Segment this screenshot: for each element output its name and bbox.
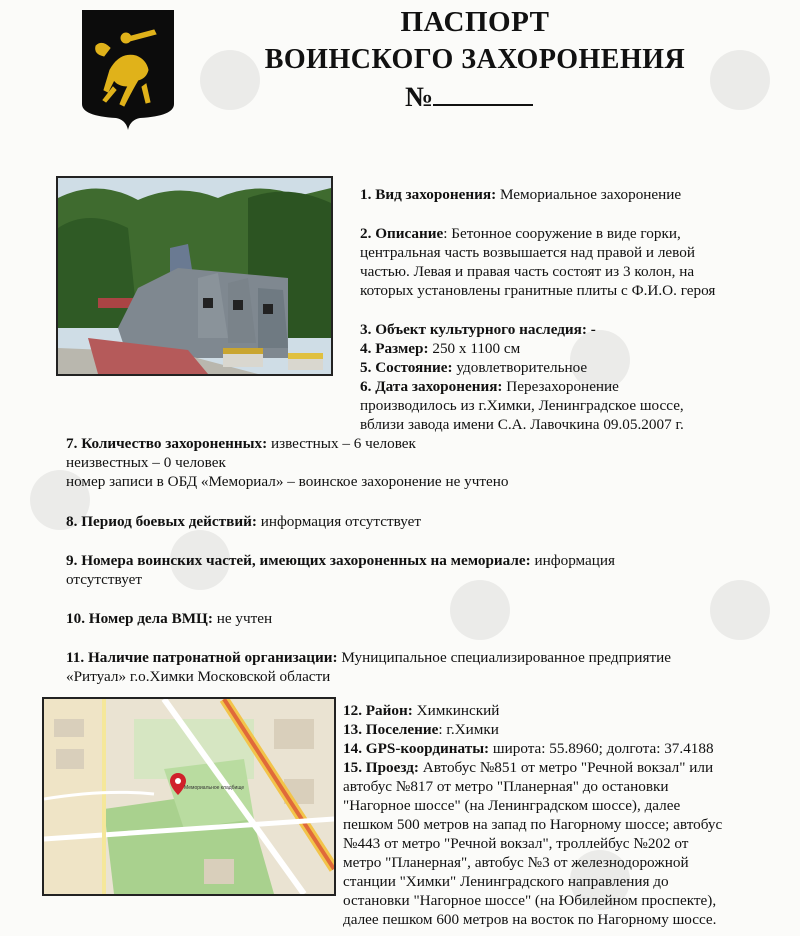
item-4 <box>360 339 520 358</box>
number-blank <box>433 82 533 106</box>
item-2-line-2: центральная часть возвышается над правой и левой <box>360 244 695 261</box>
item-15-line-4: пешком 500 метров на запад по Нагорному шоссе; автобус <box>343 816 723 833</box>
item-4-label: 4. Размер: <box>360 340 429 357</box>
item-8 <box>66 512 421 531</box>
item-3 <box>360 320 596 339</box>
item-11 <box>66 648 671 686</box>
burial-number <box>405 82 533 114</box>
item-14-label: 14. GPS-координаты: <box>343 740 490 757</box>
item-11-line-1: Муниципальное специализированное предприятие <box>337 649 671 666</box>
item-14 <box>343 739 714 758</box>
item-2-line-3: частью. Левая и правая часть состоят из 3 колон, на <box>360 263 695 280</box>
item-7-line-1: известных – 6 человек <box>267 435 416 452</box>
item-5-label: 5. Состояние: <box>360 359 453 376</box>
location-map <box>42 697 336 896</box>
memorial-photo-icon <box>58 178 331 374</box>
item-6 <box>360 377 684 434</box>
item-14-value: широта: 55.8960; долгота: 37.4188 <box>489 740 714 757</box>
item-5-value: удовлетворительное <box>452 359 588 376</box>
item-15 <box>343 758 783 929</box>
item-11-label: 11. Наличие патронатной организации: <box>66 649 338 666</box>
item-6-line-1: Перезахоронение <box>502 378 619 395</box>
map-pin-label: Мемориальное кладбище <box>184 785 245 791</box>
item-9-label: 9. Номера воинских частей, имеющих захороненных на мемориале: <box>66 552 531 569</box>
item-8-label: 8. Период боевых действий: <box>66 513 257 530</box>
item-1 <box>360 185 681 204</box>
item-9-line-1: информация <box>530 552 616 569</box>
item-15-line-3: "Нагорное шоссе" (на Ленинградском шоссе), далее <box>343 797 681 814</box>
item-9 <box>66 551 615 589</box>
item-12-value: Химкинский <box>412 702 500 719</box>
location-map-icon <box>44 699 334 894</box>
item-15-line-9: далее пешком 600 метров на восток по Нагорному шоссе. <box>343 911 717 928</box>
item-1-value: Мемориальное захоронение <box>496 186 682 203</box>
number-label: № <box>405 82 434 113</box>
item-2-line-4: которых установлены гранитные плиты с Ф.И.О. героя <box>360 282 716 299</box>
item-13 <box>343 720 499 739</box>
item-2 <box>360 224 715 300</box>
item-6-line-2: производилось из г.Химки, Ленинградское шоссе, <box>360 397 684 414</box>
item-10-label: 10. Номер дела ВМЦ: <box>66 610 213 627</box>
item-6-line-3: вблизи завода имени С.А. Лавочкина 09.05.2007 г. <box>360 416 684 433</box>
item-7-label: 7. Количество захороненных: <box>66 435 268 452</box>
item-10-value: не учтен <box>212 610 273 627</box>
item-6-label: 6. Дата захоронения: <box>360 378 503 395</box>
item-15-label: 15. Проезд: <box>343 759 419 776</box>
coat-of-arms-icon <box>80 8 176 132</box>
item-15-line-5: №443 от метро "Речной вокзал", троллейбус №202 от <box>343 835 689 852</box>
item-15-line-7: станции "Химки" Ленинградского направления до <box>343 873 669 890</box>
item-15-line-2: автобус №817 от метро "Планерная" до остановки <box>343 778 669 795</box>
item-15-line-8: остановки "Нагорное шоссе" (на Юбилейном проспекте), <box>343 892 717 909</box>
item-2-label: 2. Описание <box>360 225 444 242</box>
memorial-photo <box>56 176 333 376</box>
item-4-value: 250 х 1100 см <box>428 340 521 357</box>
item-2-line-1: : Бетонное сооружение в виде горки, <box>443 225 681 242</box>
item-7-line-3: номер записи в ОБД «Мемориал» – воинское захоронение не учтено <box>66 473 509 490</box>
item-7 <box>66 434 508 491</box>
item-15-line-1: Автобус №851 от метро "Речной вокзал" или <box>418 759 714 776</box>
item-13-value: : г.Химки <box>438 721 499 738</box>
map-pin-icon <box>170 773 186 795</box>
title-line-1: ПАСПОРТ <box>400 6 550 38</box>
item-15-line-6: метро "Планерная", автобус №3 от железнодорожной <box>343 854 689 871</box>
item-10 <box>66 609 272 628</box>
item-5 <box>360 358 587 377</box>
item-7-line-2: неизвестных – 0 человек <box>66 454 226 471</box>
item-9-line-2: отсутствует <box>66 571 142 588</box>
title-line-2: ВОИНСКОГО ЗАХОРОНЕНИЯ <box>264 44 686 75</box>
item-3-label: 3. Объект культурного наследия: - <box>360 321 596 338</box>
item-11-line-2: «Ритуал» г.о.Химки Московской области <box>66 668 331 685</box>
item-8-value: информация отсутствует <box>256 513 422 530</box>
item-13-label: 13. Поселение <box>343 721 439 738</box>
item-12 <box>343 701 499 720</box>
item-1-label: 1. Вид захоронения: <box>360 186 497 203</box>
item-12-label: 12. Район: <box>343 702 413 719</box>
